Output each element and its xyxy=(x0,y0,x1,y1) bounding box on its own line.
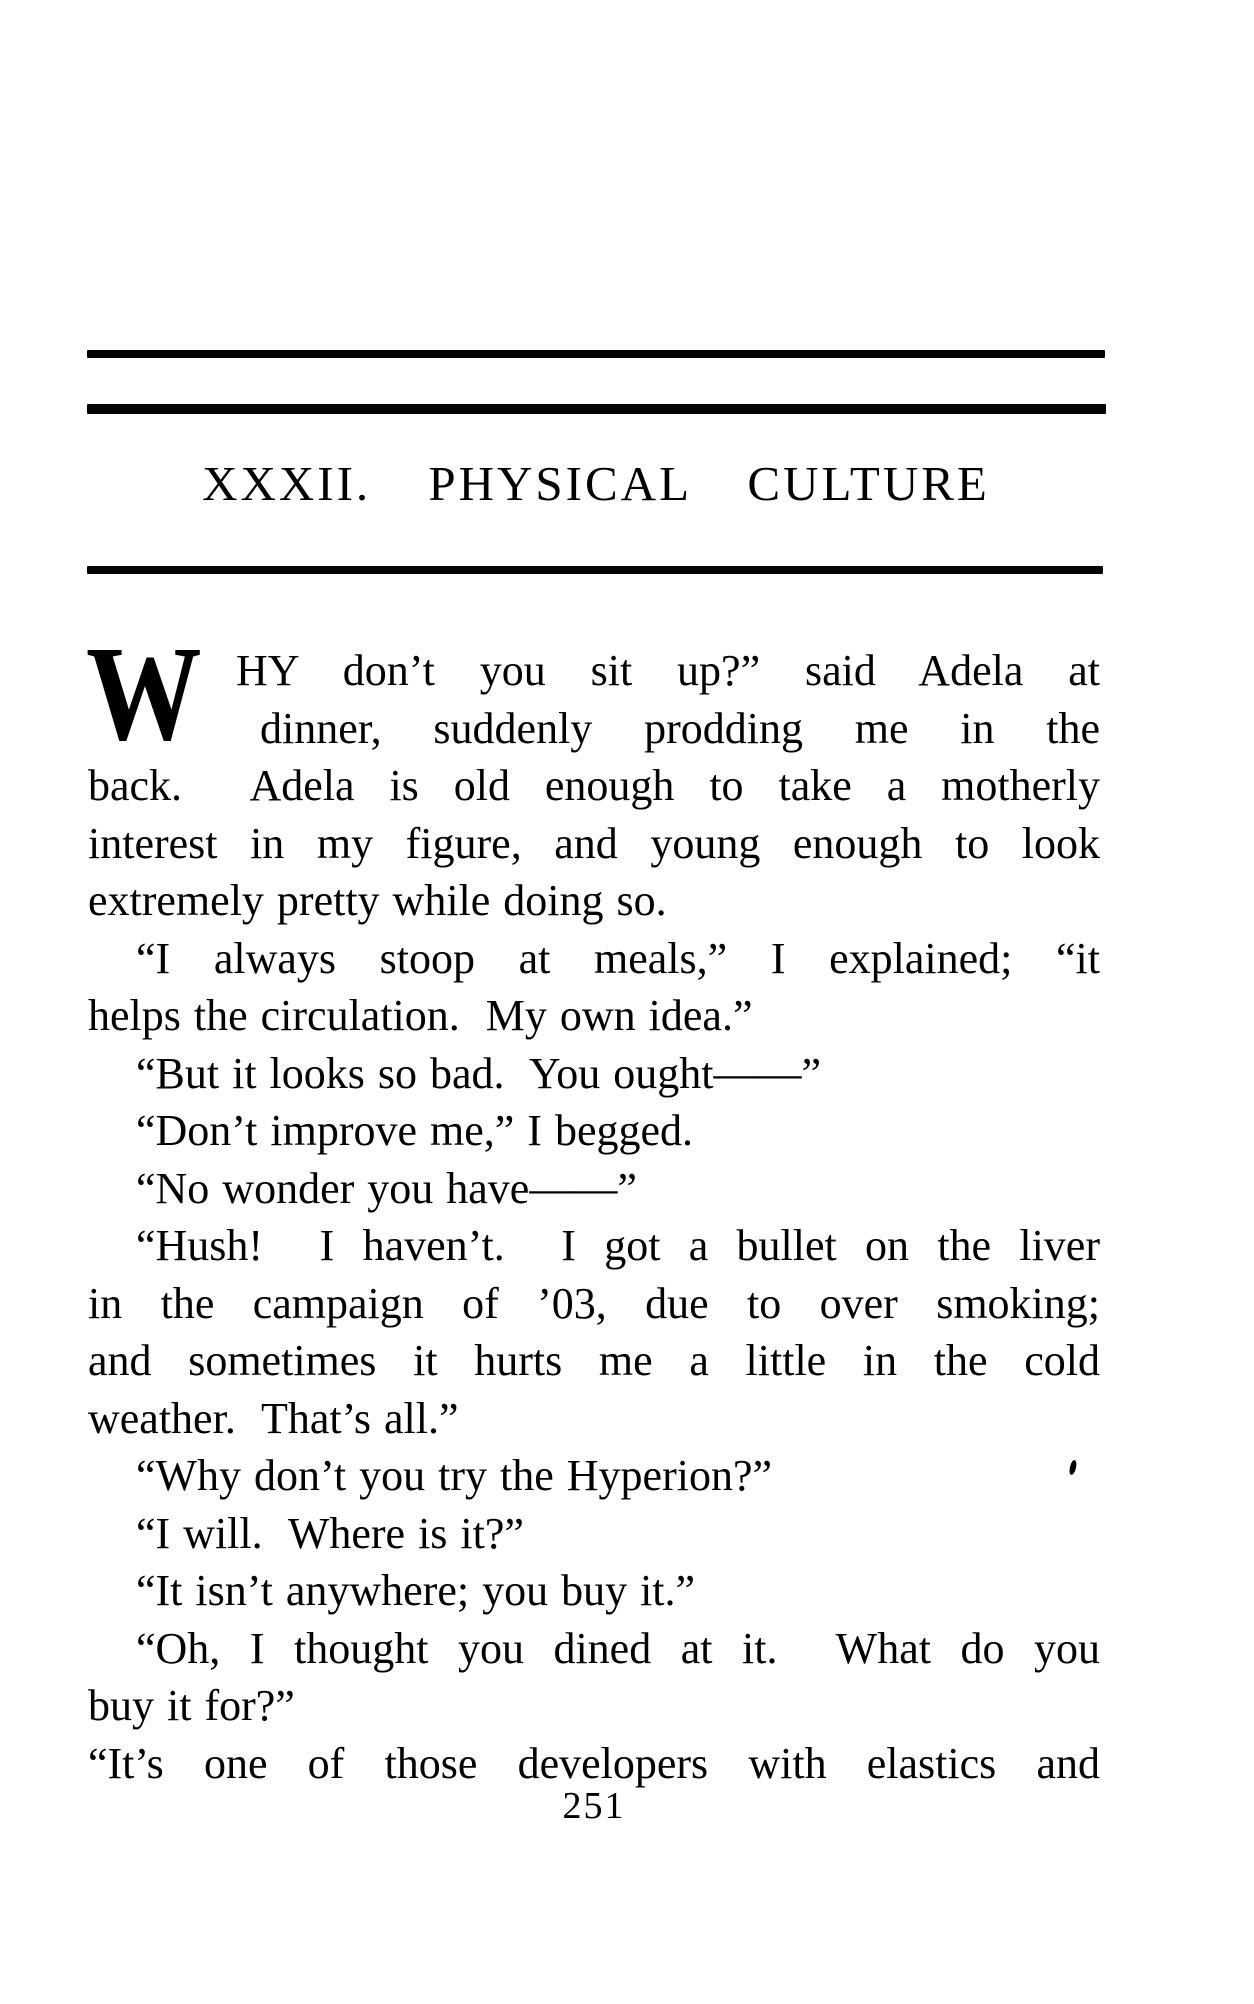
drop-cap-letter: W xyxy=(86,619,202,769)
text-line: HY don’t you sit up?” said Adela at xyxy=(236,646,1100,695)
text-line: extremely pretty while doing so. xyxy=(88,876,667,925)
text-line: “No wonder you have——” xyxy=(136,1163,637,1213)
text-line: “It isn’t anywhere; you buy it.” xyxy=(136,1566,696,1615)
horizontal-rule-below-heading xyxy=(87,566,1103,574)
chapter-heading: XXXII. PHYSICAL CULTURE xyxy=(202,456,990,511)
text-line: “I always stoop at meals,” I explained; “it xyxy=(136,933,1100,983)
text-line: “Don’t improve me,” I begged. xyxy=(136,1106,694,1155)
text-line: “But it looks so bad. You ought——” xyxy=(136,1048,822,1098)
page-number: 251 xyxy=(562,1785,626,1827)
text-line: interest in my figure, and young enough to look xyxy=(88,818,1100,868)
text-line: “It’s one of those developers with elastics and xyxy=(88,1738,1100,1788)
text-line: in the campaign of ’03, due to over smoking; xyxy=(88,1278,1100,1328)
text-line: “I will. Where is it?” xyxy=(136,1508,524,1558)
text-line: back. Adela is old enough to take a motherly xyxy=(88,761,1100,810)
body-text xyxy=(86,619,1100,1792)
text-line: “Why don’t you try the Hyperion?” xyxy=(136,1451,773,1500)
text-line: dinner, suddenly prodding me in the xyxy=(260,703,1100,753)
horizontal-rule-top-1 xyxy=(87,350,1105,358)
text-line: and sometimes it hurts me a little in the cold xyxy=(88,1336,1100,1385)
text-line: “Oh, I thought you dined at it. What do you xyxy=(136,1623,1100,1673)
text-line: buy it for?” xyxy=(88,1681,295,1730)
text-line: weather. That’s all.” xyxy=(88,1393,459,1443)
text-line: “Hush! I haven’t. I got a bullet on the liver xyxy=(136,1221,1100,1270)
text-line: helps the circulation. My own idea.” xyxy=(88,991,753,1040)
horizontal-rule-top-2 xyxy=(87,404,1106,414)
